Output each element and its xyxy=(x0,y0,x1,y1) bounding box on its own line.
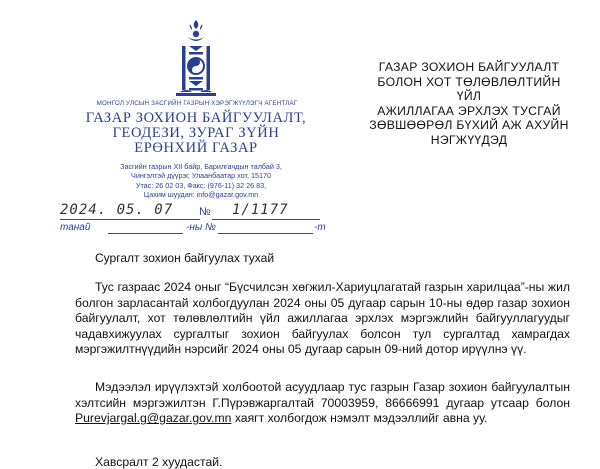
handwritten-number: 1/1177 xyxy=(232,202,289,218)
letter-subject: Сургалт зохион байгуулах тухай xyxy=(95,251,275,265)
recipient-line: НЭГЖҮҮДЭД xyxy=(430,132,508,147)
agency-name-line: ГАЗАР ЗОХИОН БАЙГУУЛАЛТ, xyxy=(85,110,307,126)
tanai-label: танай xyxy=(60,222,91,233)
email-link[interactable]: Purevjargal.g@gazar.gov.mn xyxy=(75,411,232,426)
body-paragraph: Тус газраас 2024 оныг “Бүсчилсэн хөгжил-Хариуцлагатай газрын харилцаа”-ны жил болгон зарласантай холбогдуулан 2024 оны 05 дугаар сарын 10-ны өдөр газар зохион байгуулалт, хот төлөвлөлтийн үйл ажиллагаа эрхлэх мэргэжлийн байгууллагуудыг чадавхижуулах сургалтыг зохион байгуулах болсон тул сургалтад хамрагдах мэргэжилтнүүдийн нэрсийг 2024 оны 05 дугаар сарын 09-ний дотор ирүүлнэ үү. xyxy=(75,280,570,357)
agency-contact xyxy=(96,162,306,199)
number-sign: № xyxy=(199,206,211,218)
tanai-number-underline xyxy=(218,233,313,234)
paragraph-text: Мэдээлэл ирүүлэхтэй холбоотой асуудлаар тус газрын Газар зохион байгуулалтын хэлтсийн мэргэжилтэн Г.Пүрэвжаргалтай 70003959, 86666991 дугаар утсаар болон xyxy=(75,380,570,410)
tanai-date-underline xyxy=(108,233,183,234)
agency-name-line: ГЕОДЕЗИ, ЗУРАГ ЗҮЙН xyxy=(112,125,280,141)
recipient-line: ЗӨВШӨӨРӨЛ БҮХИЙ АЖ АХУЙН xyxy=(369,118,569,132)
soyombo-emblem-icon xyxy=(168,18,224,100)
agency-name-line: ЕРӨНХИЙ ГАЗАР xyxy=(134,140,258,156)
address-line: Засгийн газрын XII байр, Барилгачдын талбай 3, xyxy=(120,162,282,171)
t-suffix-label: -т xyxy=(314,222,326,233)
nyi-no-label: -ны № xyxy=(186,222,216,233)
handwritten-date: 2024. 05. 07 xyxy=(60,202,174,218)
agency-subtitle: МОНГОЛ УЛСЫН ЗАСГИЙН ГАЗРЫН ХЭРЭГЖҮҮЛЭГЧ АГЕНТЛАГ xyxy=(96,100,298,107)
phone-line: Утас: 26 02 03, Факс: (976-11) 32 26 83, xyxy=(135,180,267,190)
recipient-block xyxy=(364,60,574,147)
recipient-line: БОЛОН ХОТ ТӨЛӨВЛӨЛТИЙН ҮЙЛ xyxy=(377,74,561,103)
email-line: Цахим шуудан: info@gazar.gov.mn xyxy=(143,189,259,199)
number-underline xyxy=(212,219,320,220)
body-paragraph xyxy=(75,380,570,427)
recipient-line: АЖИЛЛАГАА ЭРХЛЭХ ТУСГАЙ xyxy=(377,103,561,118)
paragraph-text: хаягт холбогдож нэмэлт мэдээллийг авна уу. xyxy=(231,411,488,426)
address-line: Чингэлтэй дүүрэг, Улаанбаатар хот, 15170 xyxy=(131,171,271,181)
recipient-line: ГАЗАР ЗОХИОН БАЙГУУЛАЛТ xyxy=(378,60,560,74)
attachments-note: Хавсралт 2 хуудастай. xyxy=(95,455,223,469)
agency-name xyxy=(60,111,332,156)
date-underline xyxy=(60,219,200,220)
